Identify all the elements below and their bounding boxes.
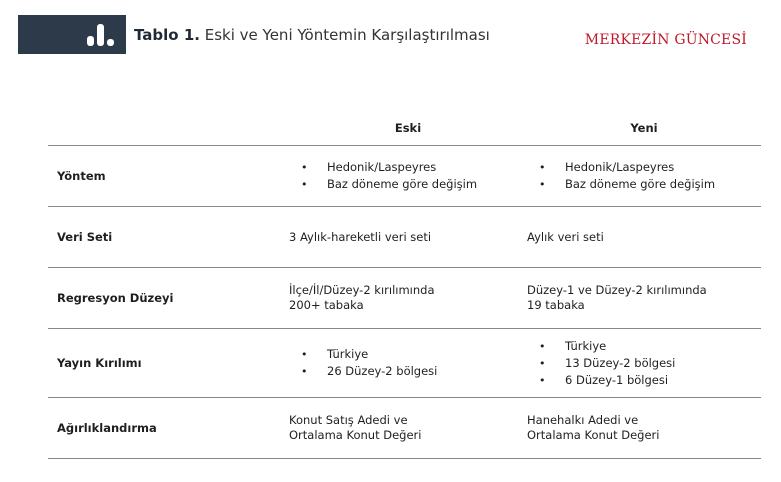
cell-text: 3 Aylık-hareketli veri seti xyxy=(289,229,432,244)
new-cell xyxy=(527,398,761,459)
header-new-label: Yeni xyxy=(630,120,658,135)
list-item: • 26 Düzey-2 bölgesi xyxy=(289,363,527,380)
old-cell xyxy=(289,207,527,268)
list-item: • 13 Düzey-2 bölgesi xyxy=(527,355,761,372)
row-label: Regresyon Düzeyi xyxy=(48,268,289,329)
list-item: • Baz döneme göre değişim xyxy=(527,176,761,193)
bullet-list xyxy=(289,159,527,193)
page-title xyxy=(134,26,490,44)
cell-line: İlçe/İl/Düzey-2 kırılımında xyxy=(289,283,435,297)
list-item: • Türkiye xyxy=(527,338,761,355)
table-row xyxy=(48,329,761,398)
old-cell xyxy=(289,329,527,398)
comparison-table xyxy=(48,110,761,459)
list-item: • 6 Düzey-1 bölgesi xyxy=(527,372,761,389)
cell-line: 200+ tabaka xyxy=(289,298,364,312)
header-badge xyxy=(18,15,126,54)
header-old-label: Eski xyxy=(394,120,422,135)
list-item: • Hedonik/Laspeyres xyxy=(527,159,761,176)
old-cell xyxy=(289,268,527,329)
row-label: Ağırlıklandırma xyxy=(48,398,289,459)
bullet-list xyxy=(527,159,761,193)
new-cell xyxy=(527,329,761,398)
title-text: Eski ve Yeni Yöntemin Karşılaştırılması xyxy=(204,26,490,44)
brand-logo: MERKEZİN GÜNCESİ xyxy=(584,32,747,48)
cell-line: Konut Satış Adedi ve xyxy=(289,413,408,427)
new-cell xyxy=(527,207,761,268)
header-new xyxy=(527,110,761,146)
cell-line: Hanehalkı Adedi ve xyxy=(527,413,639,427)
table-row xyxy=(48,146,761,207)
row-label: Veri Seti xyxy=(48,207,289,268)
bar-chart-icon xyxy=(84,24,118,46)
list-item: • Baz döneme göre değişim xyxy=(289,176,527,193)
row-label: Yöntem xyxy=(48,146,289,207)
cell-line: 19 tabaka xyxy=(527,298,585,312)
cell-line: Düzey-1 ve Düzey-2 kırılımında xyxy=(527,283,707,297)
table-header-row xyxy=(48,110,761,146)
title-label: Tablo 1. xyxy=(134,26,200,44)
new-cell xyxy=(527,268,761,329)
cell-text: Aylık veri seti xyxy=(527,229,604,244)
cell-line: Ortalama Konut Değeri xyxy=(527,428,660,442)
table-row xyxy=(48,268,761,329)
list-item: • Hedonik/Laspeyres xyxy=(289,159,527,176)
new-cell xyxy=(527,146,761,207)
bullet-list xyxy=(527,338,761,389)
row-label: Yayın Kırılımı xyxy=(48,329,289,398)
table-row xyxy=(48,398,761,459)
header-label-column xyxy=(48,110,289,146)
table-row xyxy=(48,207,761,268)
header-old xyxy=(289,110,527,146)
cell-line: Ortalama Konut Değeri xyxy=(289,428,422,442)
bullet-list xyxy=(289,346,527,380)
old-cell xyxy=(289,146,527,207)
old-cell xyxy=(289,398,527,459)
list-item: • Türkiye xyxy=(289,346,527,363)
